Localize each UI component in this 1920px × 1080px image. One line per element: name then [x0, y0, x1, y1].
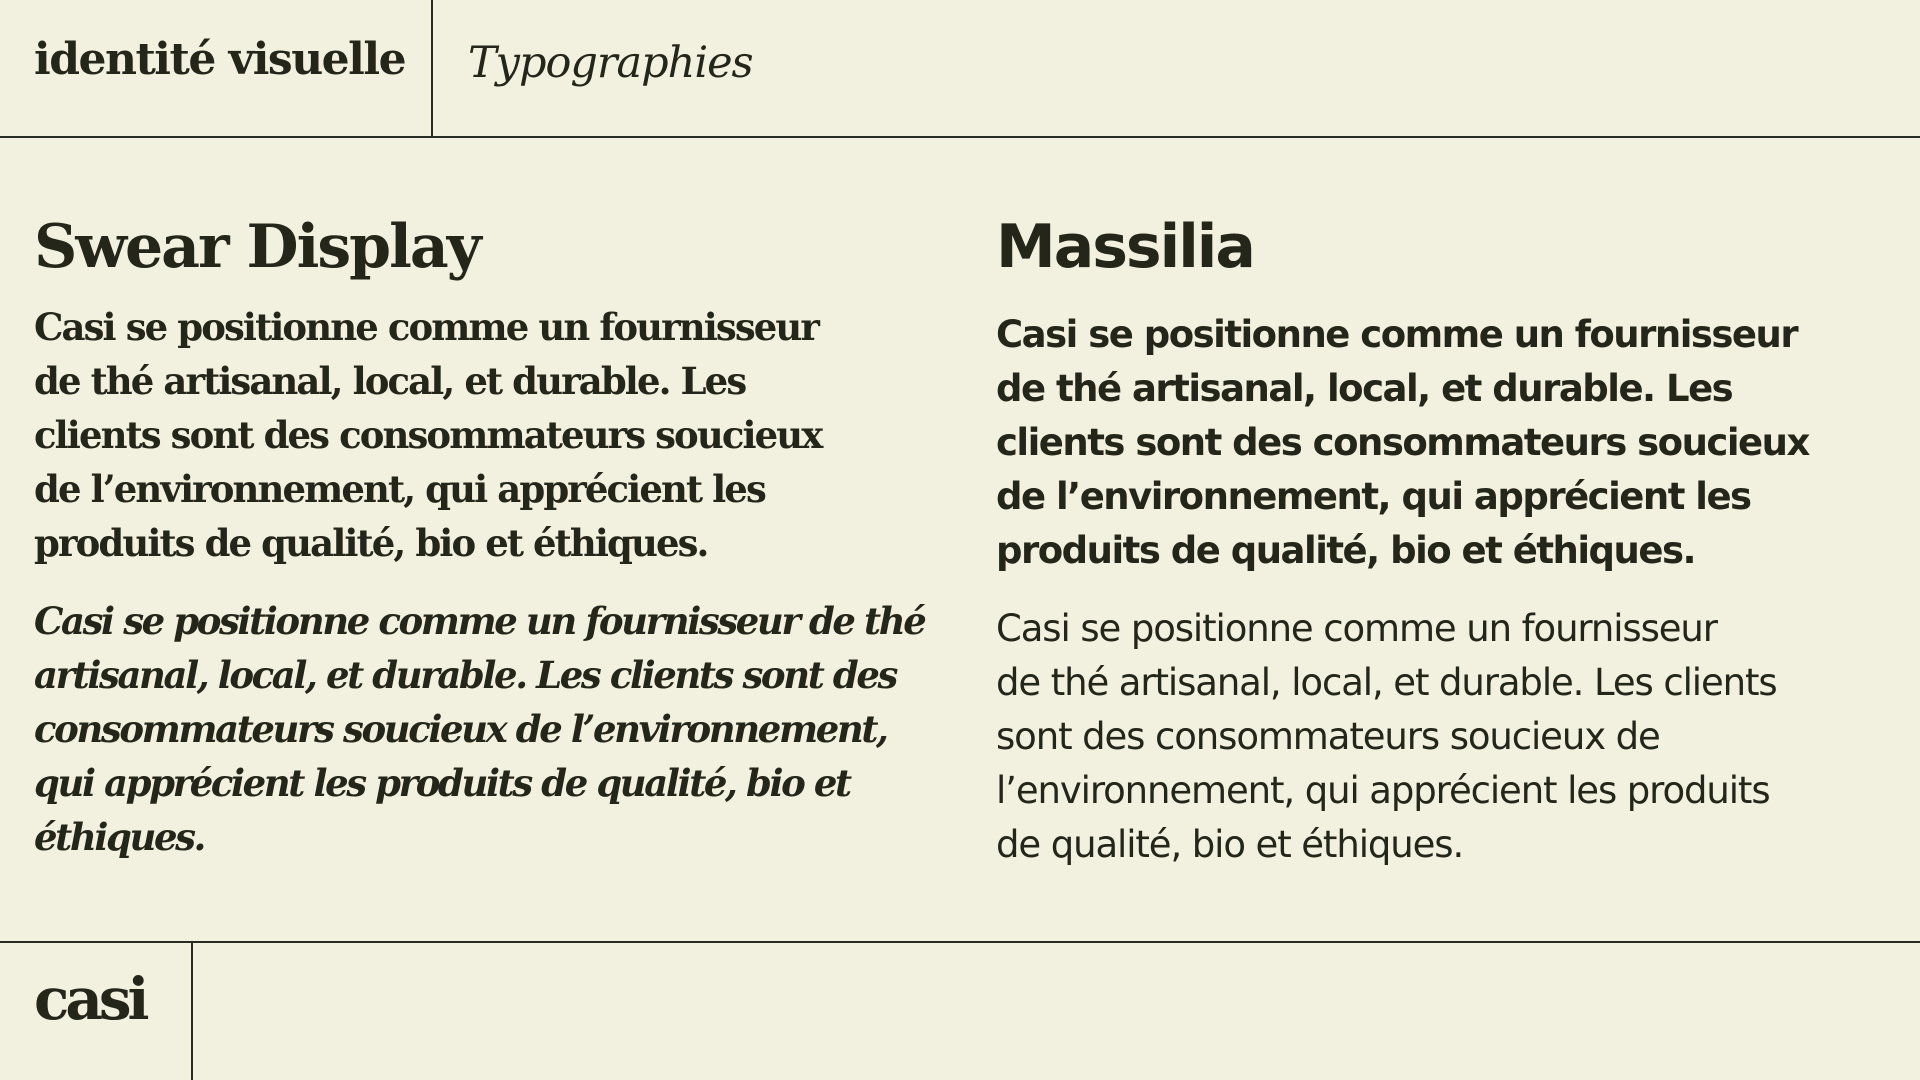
- font-name-heading: Swear Display: [34, 212, 480, 282]
- specimen-bold-paragraph: Casi se positionne comme un fournisseur de thé artisanal, local, et durable. Les clients sont des consommateurs soucieux de l’environnement, qui apprécient les produits de qualité, bio et éthiques.: [34, 305, 822, 565]
- font-specimen-swear-display: [34, 208, 934, 864]
- specimen-bold-paragraph: Casi se positionne comme un fournisseur de thé artisanal, local, et durable. Les clients sont des consommateurs soucieux de l’environnement, qui apprécient les produits de qualité, bio et éthiques.: [996, 313, 1809, 572]
- brand-label: identité visuelle: [34, 34, 406, 85]
- footer-divider: [191, 941, 193, 1080]
- font-name-heading: Massilia: [996, 212, 1254, 282]
- specimen-regular-paragraph: Casi se positionne comme un fournisseur de thé artisanal, local, et durable. Les clients sont des consommateurs soucieux de l’environnement, qui apprécient les produits de qualité, bio et éthiques.: [996, 607, 1777, 866]
- footer-top-rule: [0, 941, 1920, 943]
- font-specimen-massilia: [996, 208, 1876, 872]
- casi-logo: casi: [34, 965, 146, 1033]
- page-title: Typographies: [468, 38, 753, 88]
- specimen-italic-paragraph: Casi se positionne comme un fournisseur de thé artisanal, local, et durable. Les clients sont des consommateurs soucieux de l’environnement, qui apprécient les produits de qualité, bio et éthiques.: [34, 599, 925, 859]
- header-bottom-rule: [0, 136, 1920, 138]
- header-divider: [431, 0, 433, 136]
